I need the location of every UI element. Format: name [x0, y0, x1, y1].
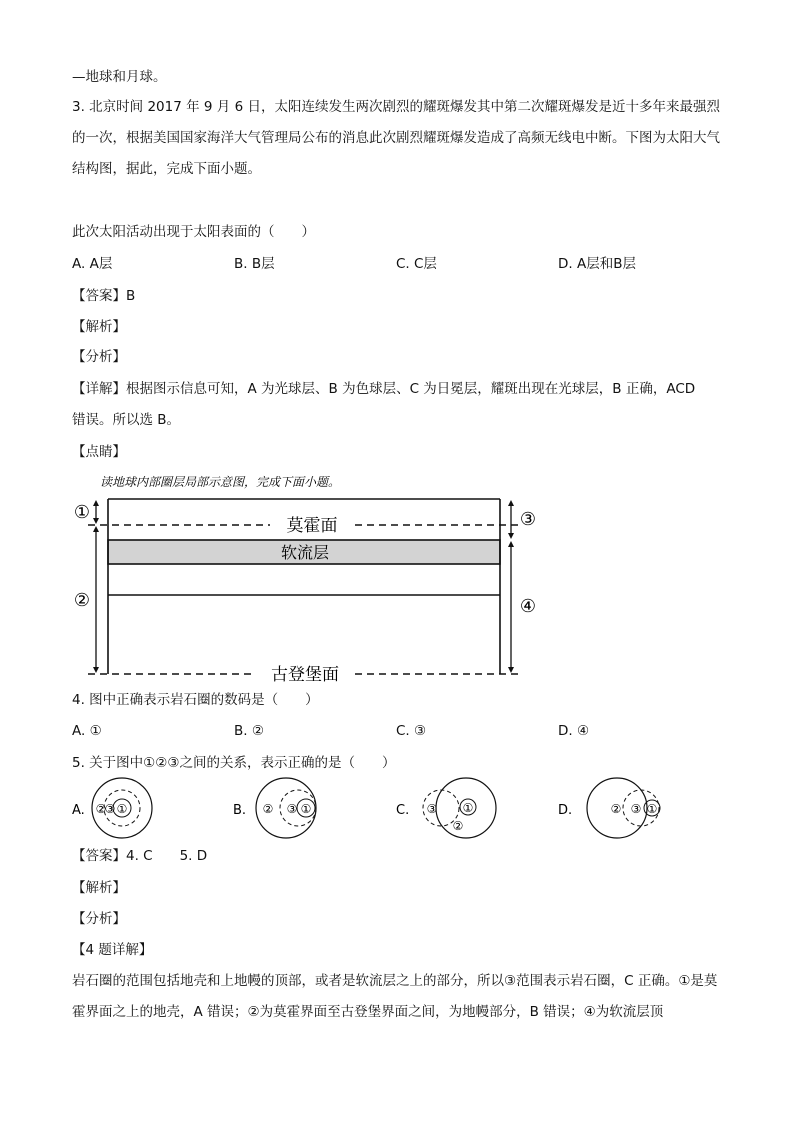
q4-option-c: C. ③ [396, 723, 427, 739]
num-2: ② [73, 590, 91, 611]
q4-option-a: A. ① [72, 723, 102, 739]
q4-detail-label: 【4 题详解】 [72, 942, 153, 958]
q5-a-label-3: ③ [104, 802, 116, 816]
num-4: ④ [519, 596, 537, 617]
arrow-4-head-bottom [508, 667, 514, 673]
asthenosphere-label: 软流层 [280, 543, 330, 562]
q5-c-label-1: ① [462, 801, 474, 815]
answers-fenxi-label: 【分析】 [72, 911, 126, 927]
q5-d-label-1: ① [646, 802, 658, 816]
q4-option-b: B. ② [234, 723, 264, 739]
arrow-2-head-top [93, 526, 99, 532]
q4-option-d: D. ④ [558, 723, 590, 739]
arrow-3-head-bottom [508, 533, 514, 539]
q5-d-label-3: ③ [630, 802, 642, 816]
q5-letter-a: A. [72, 803, 85, 818]
q5-a-label-1: ① [116, 802, 128, 816]
arrow-1-head-bottom [93, 518, 99, 524]
arrow-4-head-top [508, 541, 514, 547]
figure-caption: 读地球内部圈层局部示意图，完成下面小题。 [100, 475, 341, 489]
q4-detail-text: 岩石圈的范围包括地壳和上地幔的顶部，或者是软流层之上的部分，所以③范围表示岩石圈，C 正确。①是莫霍界面之上的地壳，A 错误；②为莫霍界面至古登堡界面之间，为地幔部分，B 错误；④为软流层顶 [72, 973, 718, 1020]
moho-label: 莫霍面 [286, 516, 338, 536]
earth-layers-figure [0, 466, 794, 686]
arrow-1-head-top [93, 500, 99, 506]
q5-d-label-2: ② [610, 802, 622, 816]
q3-option-b: B. B层 [234, 256, 275, 272]
q5-options-figure [0, 774, 794, 844]
intro-tail: —地球和月球。 [72, 69, 167, 85]
q5-letter-b: B. [233, 803, 247, 818]
q4-stem: 4. 图中正确表示岩石圈的数码是（ ） [72, 692, 319, 708]
q3-option-c: C. C层 [396, 256, 437, 272]
q3-dianjing: 【点睛】 [72, 444, 126, 460]
q3-answer: 【答案】B [72, 288, 136, 304]
num-3: ③ [519, 509, 537, 530]
answers-answer: 【答案】4. C 5. D [72, 848, 208, 864]
q3-stem: 3. 北京时间 2017 年 9 月 6 日，太阳连续发生两次剧烈的耀斑爆发其中第二次耀斑爆发是近十多年来最强烈的一次，根据美国国家海洋大气管理局公布的消息此次剧烈耀斑爆发造成了高频无线电中断。下图为太阳大气结构图，据此，完成下面小题。 [72, 99, 720, 177]
q5-letter-d: D. [558, 803, 573, 818]
q5-b-label-3: ③ [286, 802, 298, 816]
q3-option-d: D. A层和B层 [558, 256, 636, 272]
q5-c-label-3: ③ [426, 802, 438, 816]
q5-a-label-2: ② [95, 802, 107, 816]
q3-detail-line2: 错误。所以选 B。 [72, 412, 181, 428]
gutenberg-label: 古登堡面 [271, 665, 339, 685]
arrow-3-head-top [508, 500, 514, 506]
q5-stem: 5. 关于图中①②③之间的关系，表示正确的是（ ） [72, 755, 396, 771]
q3-option-a: A. A层 [72, 256, 113, 272]
q3-fenxi-label: 【分析】 [72, 349, 126, 365]
q3-analysis-label: 【解析】 [72, 319, 126, 335]
q5-b-label-1: ① [300, 802, 312, 816]
q3-detail-line1: 【详解】根据图示信息可知，A 为光球层、B 为色球层、C 为日冕层，耀斑出现在光球层，B 正确，ACD [72, 381, 696, 397]
q5-c-label-2: ② [452, 819, 464, 833]
arrow-2-head-bottom [93, 667, 99, 673]
q5-letter-c: C. [396, 803, 410, 818]
q5-b-label-2: ② [262, 802, 274, 816]
q3-question: 此次太阳活动出现于太阳表面的（ ） [72, 224, 315, 240]
num-1: ① [73, 502, 91, 523]
answers-analysis-label: 【解析】 [72, 880, 126, 896]
